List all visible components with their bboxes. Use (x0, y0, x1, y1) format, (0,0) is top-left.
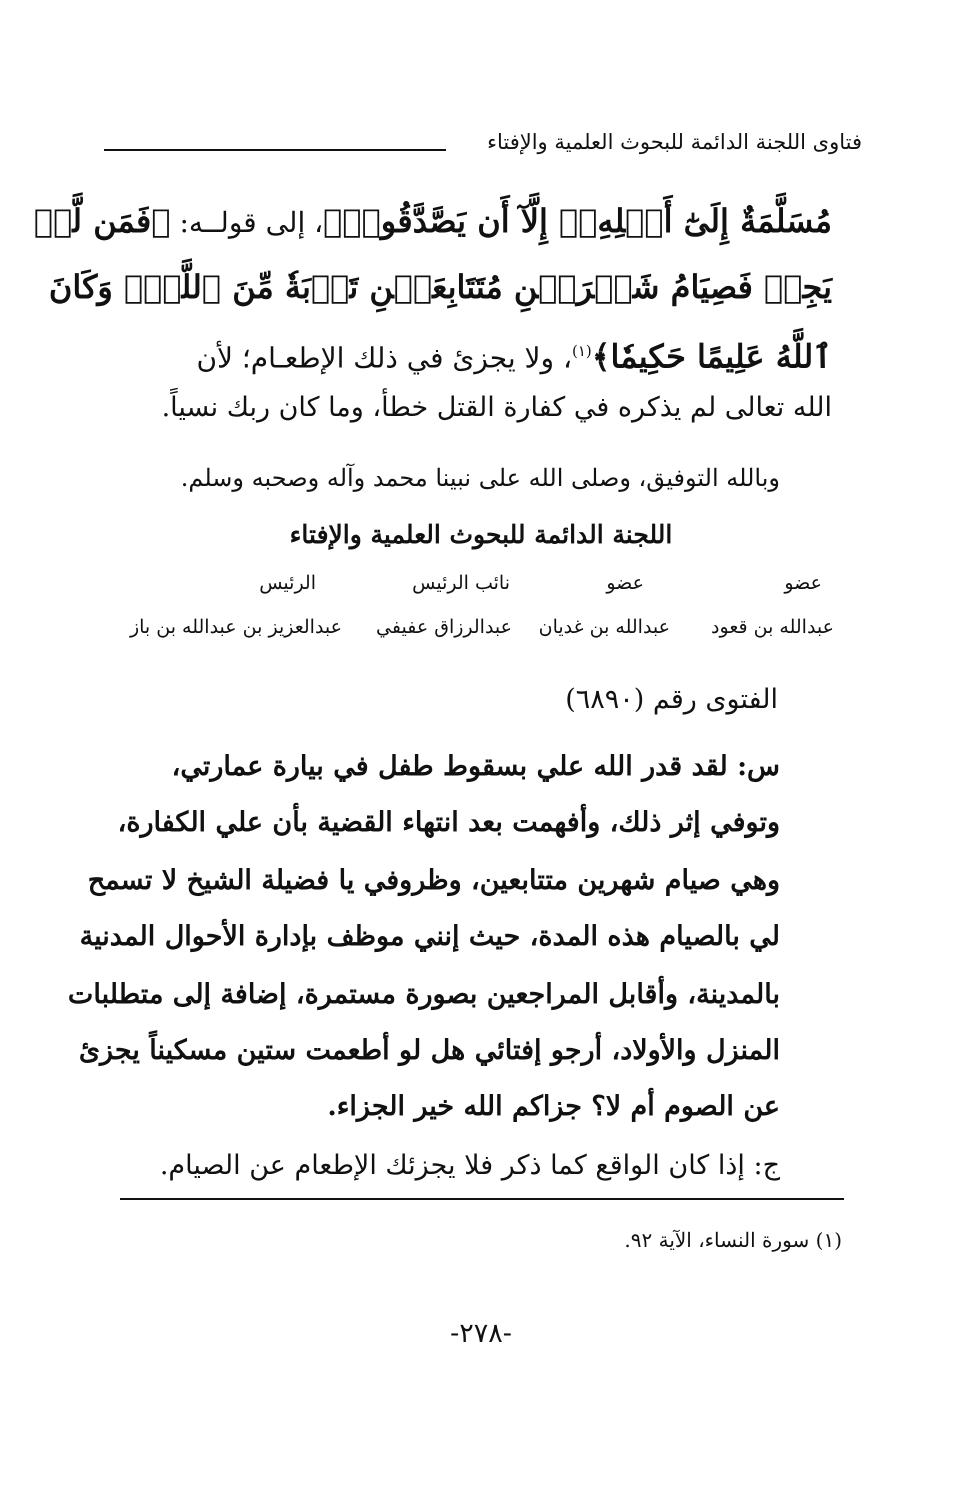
footnote: (١) سورة النساء، الآية ٩٢. (624, 1228, 842, 1252)
body-text: الله تعالى لم يذكره في كفارة القتل خطأ، وما كان ربك نسياً. (161, 392, 832, 423)
running-title: فتاوى اللجنة الدائمة للبحوث العلمية والإفتاء (487, 130, 862, 154)
question-line: س: لقد قدر الله علي بسقوط طفل في بيارة عمارتي، (171, 751, 780, 782)
signatory-role: نائب الرئيس (412, 572, 510, 594)
body-text: ، إلى قولــه: (170, 206, 324, 239)
paragraph1-line4 (120, 386, 832, 430)
question-line: وهي صيام شهرين متتابعين، وظروفي يا فضيلة الشيخ لا تسمح (87, 865, 780, 896)
quran-verse: ٱللَّهُ عَلِيمًا حَكِيمٗا﴾ (591, 337, 832, 376)
closing-prayer: وبالله التوفيق، وصلى الله على نبينا محمد وآله وصحبه وسلم. (180, 464, 780, 492)
quran-verse: مُسَلَّمَةٌ إِلَىٰٓ أَهۡلِهِۦٓ إِلَّآ أَن يَصَّدَّقُواْۚ (323, 202, 832, 240)
body-text: ، ولا يجزئ في ذلك الإطعـام؛ لأن (196, 341, 572, 375)
question-line: عن الصوم أم لا؟ جزاكم الله خير الجزاء. (327, 1091, 780, 1122)
question-line: لي بالصيام هذه المدة، حيث إنني موظف بإدارة الأحوال المدنية (79, 921, 780, 952)
footnote-rule (120, 1198, 844, 1200)
answer: ج: إذا كان الواقع كما ذكر فلا يجزئك الإطعام عن الصيام. (159, 1150, 780, 1181)
signatory-role: عضو (606, 572, 644, 594)
running-header (100, 128, 862, 162)
paragraph1-line2 (48, 262, 832, 312)
quran-verse: يَجِدۡ فَصِيَامُ شَهۡرَيۡنِ مُتَتَابِعَيۡنِ تَوۡبَةٗ مِّنَ ٱللَّهِۗ وَكَانَ (48, 268, 832, 306)
quran-verse: ﴿فَمَن لَّمۡ (33, 202, 171, 240)
signatory-name: عبدالعزيز بن عبدالله بن باز (129, 616, 342, 638)
paragraph1-line3 (120, 326, 832, 384)
signatory-role: الرئيس (259, 572, 316, 594)
header-rule (104, 149, 446, 151)
page-number: -٢٧٨- (450, 1318, 512, 1349)
committee-title: اللجنة الدائمة للبحوث العلمية والإفتاء (289, 520, 673, 549)
signatory-role: عضو (784, 572, 822, 594)
question-line: بالمدينة، وأقابل المراجعين بصورة مستمرة، إضافة إلى متطلبات (67, 979, 780, 1010)
signatory-name: عبدالله بن قعود (711, 616, 834, 638)
question-line: وتوفي إثر ذلك، وأفهمت بعد انتهاء القضية بأن علي الكفارة، (117, 807, 780, 838)
paragraph1-line1 (33, 196, 832, 248)
footnote-marker: (١) (571, 342, 592, 360)
fatwa-number: الفتوى رقم (٦٨٩٠) (565, 684, 778, 715)
signatory-name: عبدالله بن غديان (538, 616, 670, 638)
question-line: المنزل والأولاد، أرجو إفتائي هل لو أطعمت ستين مسكيناً يجزئ (78, 1035, 780, 1066)
signatory-name: عبدالرزاق عفيفي (376, 616, 512, 638)
